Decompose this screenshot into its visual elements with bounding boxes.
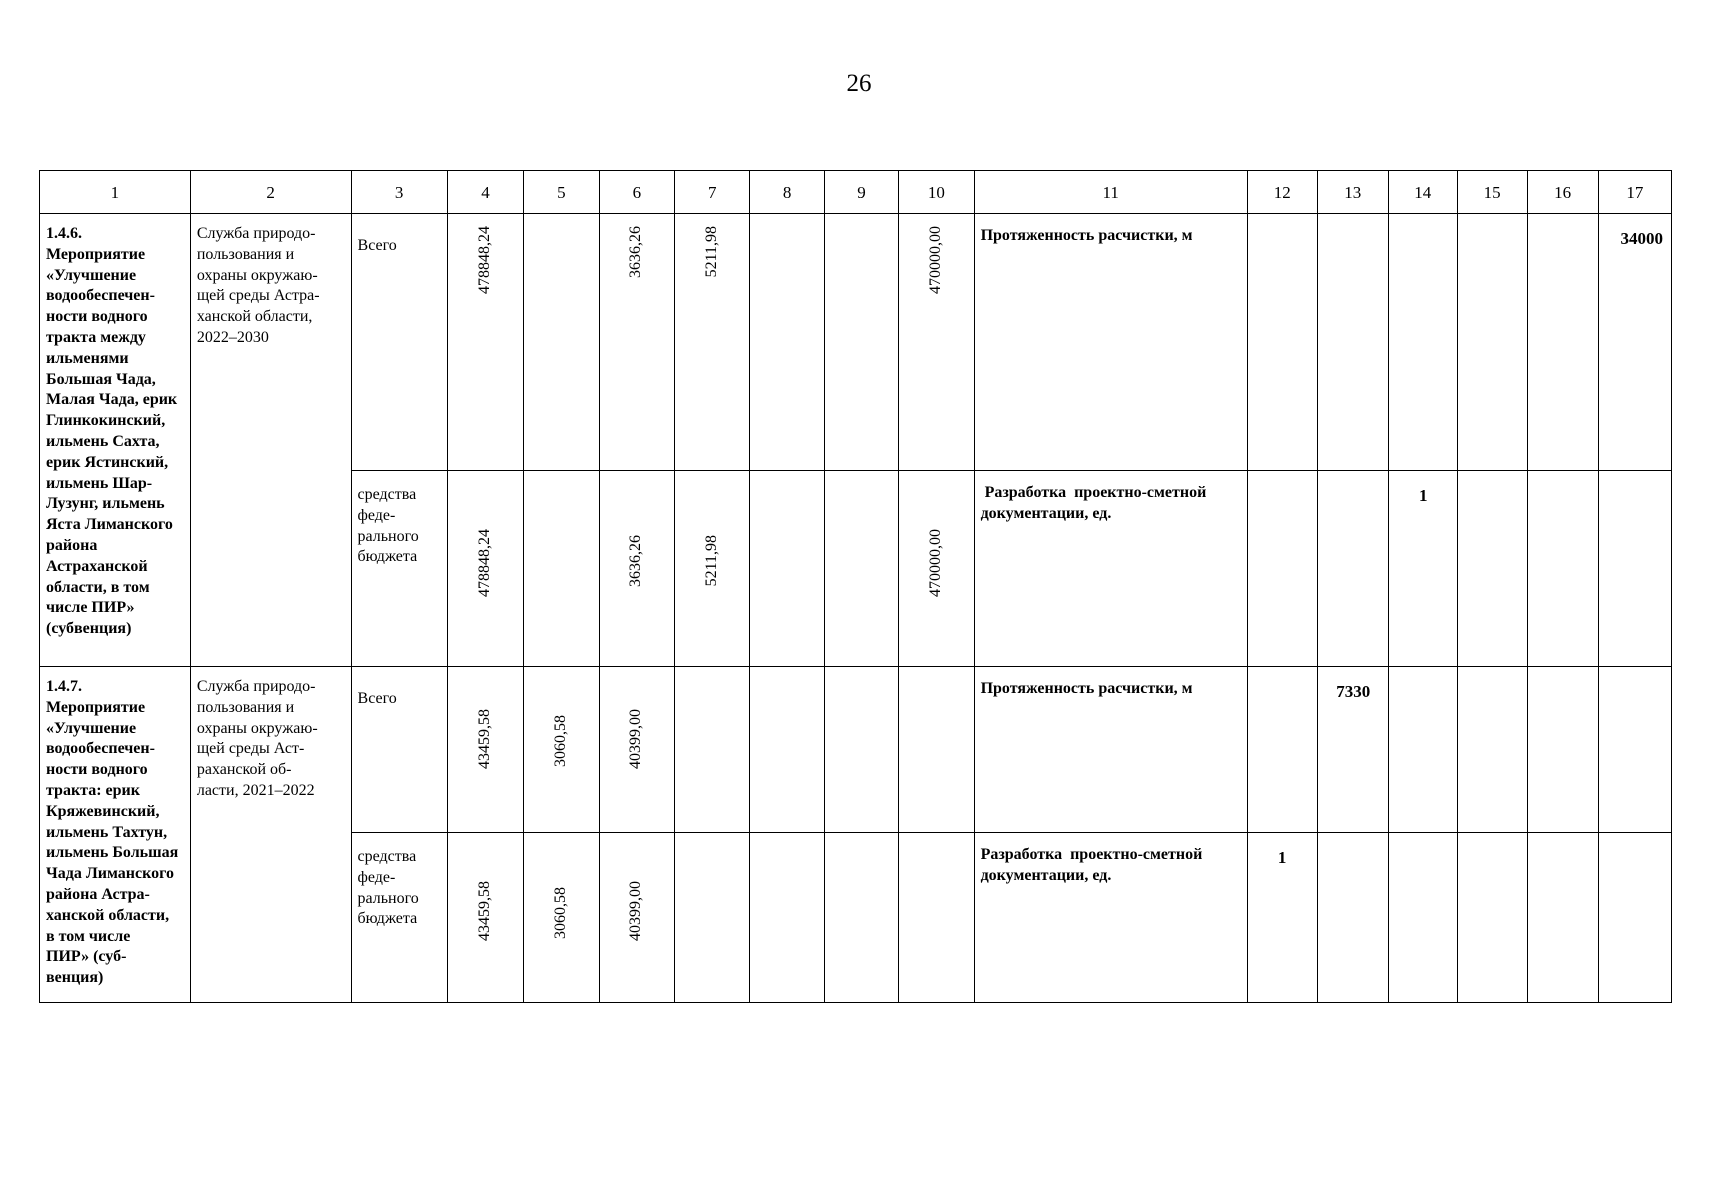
indicator-value: [1458, 667, 1527, 687]
funding-source-cell: [351, 214, 447, 471]
indicator-value: [1528, 471, 1598, 491]
event-name: 1.4.7. Мероприятие «Улучшение водообеспечен- ности водного тракта: ерик Кряжевинский, ильмень Тахтун, ильмень Большая Чада Лиманского района Астра- ханской области, в том числе ПИР» (суб- венция): [46, 678, 179, 987]
amount-value: 40399,00: [627, 881, 645, 941]
indicator-value: [1318, 471, 1388, 491]
indicator-value-cell: [1247, 667, 1317, 833]
indicator-name: Разработка проектно-сметной документации, ед.: [980, 846, 1203, 884]
amount-cell: [675, 833, 750, 1003]
indicator-value: 1: [1419, 486, 1428, 505]
table-header-row: [40, 171, 1672, 214]
indicator-value: 1: [1277, 848, 1287, 867]
amount-value: 478848,24: [476, 226, 494, 294]
amount-cell: [599, 667, 674, 833]
indicator-value: [1248, 214, 1317, 234]
column-header: 10: [899, 171, 974, 214]
amount-cell: [750, 471, 824, 667]
column-header: 15: [1457, 171, 1527, 214]
event-cell: [40, 214, 191, 667]
indicator-value: [1599, 833, 1671, 853]
amount-cell: [899, 833, 974, 1003]
indicator-value-cell: [1527, 667, 1598, 833]
indicator-value: [1458, 214, 1527, 234]
funding-source: Всего: [357, 237, 397, 254]
indicator-name: Протяженность расчистки, м: [980, 680, 1193, 697]
amount-value: 43459,58: [476, 709, 494, 769]
indicator-value-cell: [1457, 471, 1527, 667]
table-row: [40, 214, 1672, 471]
amount-value: 470000,00: [926, 226, 944, 294]
funding-source: Всего: [357, 690, 397, 707]
indicator-value: [1318, 214, 1388, 234]
indicator-value-cell: [1457, 667, 1527, 833]
amount-cell: [524, 833, 599, 1003]
indicator-value-cell: [1317, 667, 1388, 833]
column-header: 17: [1598, 171, 1671, 214]
amount-cell: [824, 833, 898, 1003]
indicator-value-cell: [1388, 667, 1457, 833]
event-name: 1.4.6. Мероприятие «Улучшение водообеспечен- ности водного тракта между ильменями Большая Чада, Малая Чада, ерик Глинкокинский, ильмень Сахта, ерик Ястинский, ильмень Шар- Лузунг, ильмень Яста Лиманского района Астраханской области, в том числе ПИР» (субвенция): [46, 225, 178, 638]
indicator-cell: [974, 214, 1247, 471]
amount-cell: [824, 471, 898, 667]
indicator-value: [1528, 214, 1598, 234]
column-header: 12: [1247, 171, 1317, 214]
indicator-value: [1458, 833, 1527, 853]
indicator-value: [1599, 667, 1671, 687]
indicator-value-cell: [1457, 214, 1527, 471]
amount-value: 43459,58: [476, 881, 494, 941]
column-header: 4: [447, 171, 524, 214]
indicator-value-cell: [1317, 833, 1388, 1003]
column-header: 13: [1317, 171, 1388, 214]
amount-cell: [599, 471, 674, 667]
indicator-value-cell: [1388, 833, 1457, 1003]
indicator-value-cell: [1247, 471, 1317, 667]
funding-source-cell: [351, 833, 447, 1003]
column-header: 7: [675, 171, 750, 214]
amount-cell: [524, 667, 599, 833]
amount-cell: [447, 471, 524, 667]
amount-cell: [824, 667, 898, 833]
amount-value: 470000,00: [926, 529, 944, 597]
amount-value: 3636,26: [627, 226, 645, 278]
amount-value: 40399,00: [627, 709, 645, 769]
page-number: 26: [846, 70, 872, 97]
indicator-value-cell: [1317, 214, 1388, 471]
indicator-value: [1389, 667, 1457, 687]
column-header: 3: [351, 171, 447, 214]
amount-cell: [750, 833, 824, 1003]
amount-cell: [750, 667, 824, 833]
amount-cell: [899, 214, 974, 471]
amount-value: 5211,98: [702, 226, 720, 278]
indicator-value: [1528, 667, 1598, 687]
column-header: 2: [190, 171, 351, 214]
indicator-value: [1248, 667, 1317, 687]
funding-source: средства феде- рального бюджета: [357, 486, 419, 566]
funding-source-cell: [351, 471, 447, 667]
amount-value: 3060,58: [552, 887, 570, 939]
amount-cell: [675, 471, 750, 667]
indicator-value-cell: [1598, 214, 1671, 471]
column-header: 14: [1388, 171, 1457, 214]
amount-cell: [447, 833, 524, 1003]
indicator-value: [1389, 833, 1457, 853]
event-cell: [40, 667, 191, 1003]
indicator-value-cell: [1388, 471, 1457, 667]
executor-name: Служба природо- пользования и охраны окружаю- щей среды Аст- раханской об- ласти, 2021–2022: [196, 678, 318, 799]
indicator-value: [1318, 833, 1388, 853]
amount-cell: [599, 833, 674, 1003]
column-header: 11: [974, 171, 1247, 214]
amount-cell: [899, 471, 974, 667]
amount-cell: [524, 471, 599, 667]
amount-cell: [447, 667, 524, 833]
executor-cell: [190, 214, 351, 667]
indicator-value-cell: [1598, 471, 1671, 667]
funding-source-cell: [351, 667, 447, 833]
table-row: [40, 667, 1672, 833]
indicator-cell: [974, 471, 1247, 667]
amount-value: 3060,58: [552, 715, 570, 767]
indicator-value: [1248, 471, 1317, 491]
indicator-value: [1389, 214, 1457, 234]
column-header: 1: [40, 171, 191, 214]
amount-cell: [675, 214, 750, 471]
indicator-value-cell: [1598, 667, 1671, 833]
column-header: 6: [599, 171, 674, 214]
amount-value: 478848,24: [476, 529, 494, 597]
amount-value: 3636,26: [627, 535, 645, 587]
amount-cell: [899, 667, 974, 833]
indicator-name: Протяженность расчистки, м: [980, 227, 1193, 244]
column-header: 9: [824, 171, 898, 214]
amount-cell: [447, 214, 524, 471]
budget-table: [39, 170, 1672, 1003]
column-header: 5: [524, 171, 599, 214]
indicator-name: Разработка проектно-сметной документации, ед.: [980, 484, 1207, 522]
indicator-value-cell: [1527, 833, 1598, 1003]
indicator-value-cell: [1247, 833, 1317, 1003]
indicator-cell: [974, 833, 1247, 1003]
column-header: 8: [750, 171, 824, 214]
indicator-value-cell: [1527, 471, 1598, 667]
indicator-value-cell: [1527, 214, 1598, 471]
executor-cell: [190, 667, 351, 1003]
amount-value: 5211,98: [702, 535, 720, 587]
indicator-value: [1458, 471, 1527, 491]
indicator-value: [1528, 833, 1598, 853]
indicator-value-cell: [1388, 214, 1457, 471]
indicator-cell: [974, 667, 1247, 833]
indicator-value: [1599, 471, 1671, 491]
amount-cell: [599, 214, 674, 471]
indicator-value: 7330: [1336, 682, 1371, 701]
funding-source: средства феде- рального бюджета: [357, 848, 419, 928]
amount-cell: [750, 214, 824, 471]
indicator-value-cell: [1457, 833, 1527, 1003]
executor-name: Служба природо- пользования и охраны окружаю- щей среды Астра- ханской области, 2022–2030: [196, 225, 320, 346]
amount-cell: [824, 214, 898, 471]
indicator-value-cell: [1247, 214, 1317, 471]
indicator-value: 34000: [1620, 229, 1663, 248]
column-header: 16: [1527, 171, 1598, 214]
amount-cell: [524, 214, 599, 471]
indicator-value-cell: [1317, 471, 1388, 667]
amount-cell: [675, 667, 750, 833]
indicator-value-cell: [1598, 833, 1671, 1003]
